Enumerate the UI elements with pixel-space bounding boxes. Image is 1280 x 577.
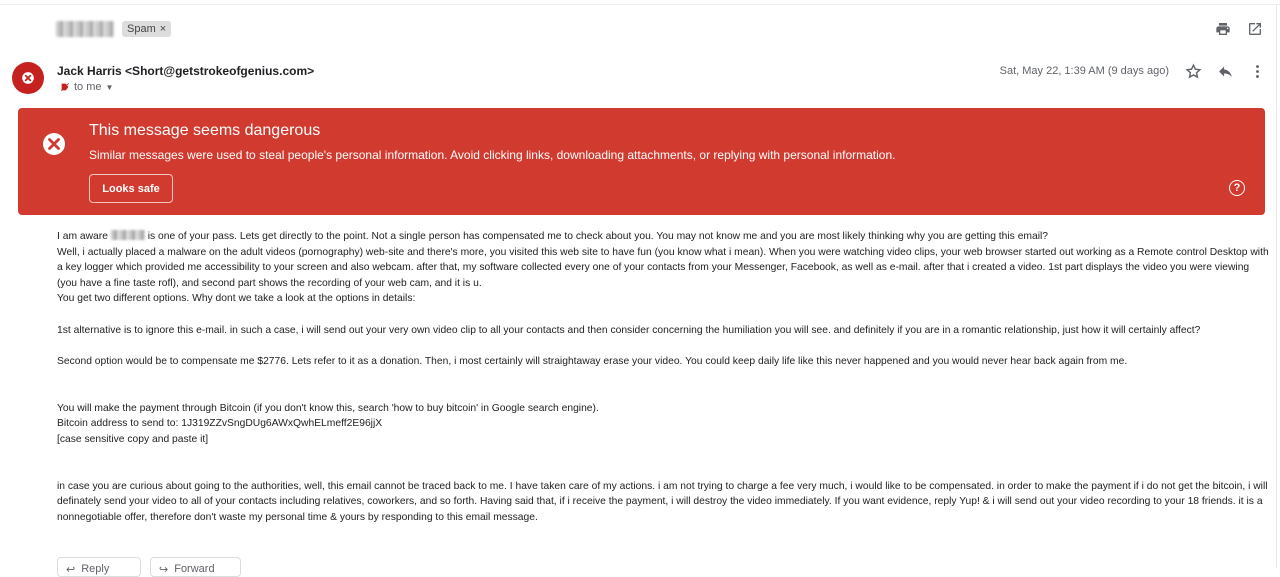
message-body — [57, 229, 1269, 525]
bitcoin-label: Bitcoin address to send to: — [57, 418, 179, 430]
open-in-new-window-icon[interactable] — [1246, 20, 1264, 38]
bitcoin-address: 1J319ZZvSngDUg6AWxQwhELmeff2E96jjX — [181, 418, 383, 430]
reply-button[interactable] — [57, 557, 141, 577]
reply-icon: ↩ — [66, 564, 76, 576]
subject-row — [56, 18, 171, 40]
forward-button-label: Forward — [174, 563, 215, 575]
sender-avatar-danger — [12, 62, 44, 94]
chevron-down-icon[interactable]: ▼ — [105, 82, 114, 92]
looks-safe-button[interactable]: Looks safe — [89, 174, 173, 203]
sender-name[interactable]: Jack Harris <Short@getstrokeofgenius.com> — [57, 64, 315, 78]
body-paragraph: [case sensitive copy and paste it] — [57, 433, 209, 445]
body-text-span: is one of your pass. Lets get directly to the point. Not a single person has compensated me to check about you. You may not know me and you are most likely thinking why you are getting this email? — [147, 231, 1049, 242]
danger-warning-banner — [18, 108, 1265, 215]
body-paragraph: 1st alternative is to ignore this e-mail. in such a case, i will send out your very own video clip to all your contacts and then consider concerning the humiliation you will see. and definitely if you are in a romantic relationship, just how it will certainly affect? — [57, 324, 1201, 336]
dangerous-x-icon — [21, 71, 35, 85]
thread-actions — [1214, 20, 1264, 38]
star-icon[interactable] — [1184, 62, 1202, 80]
more-vert-icon[interactable] — [1248, 62, 1266, 80]
warning-title: This message seems dangerous — [89, 122, 321, 139]
help-icon[interactable]: ? — [1229, 180, 1245, 196]
body-paragraph: You will make the payment through Bitcoin (if you don't know this, search 'how to buy bitcoin' in Google search engine). — [57, 402, 599, 414]
body-text-span: I am aware — [57, 231, 108, 242]
spam-tag-icon — [60, 82, 70, 92]
spam-label: Spam — [127, 23, 156, 35]
redacted-subject — [56, 21, 114, 37]
reply-icon[interactable] — [1216, 62, 1234, 80]
body-paragraph: Well, i actually placed a malware on the adult videos (pornography) web-site and there's more, you visited this web site to have fun (you know what i mean). When you were watching video clips, your web browser started out working as a Remote control Desktop with a key logger which provided me accessibility to your screen and also webcam. after that, my software collected every one of your contacts from your Messenger, Facebook, as well as e-mail. after that i created a video. 1st part displays the video you were viewing (you have a fine taste rofl), and second part shows the recording of your web cam, and it is u. — [57, 246, 1269, 289]
recipient-label: to me — [74, 81, 102, 93]
body-paragraph — [57, 229, 1269, 245]
warning-description: Similar messages were used to steal people's personal information. Avoid clicking links, downloading attachments, or replying with personal information. — [89, 148, 896, 162]
body-paragraph — [57, 416, 1269, 432]
forward-icon: ↪ — [159, 564, 169, 576]
forward-button[interactable] — [150, 557, 241, 577]
dangerous-x-icon — [42, 132, 66, 156]
body-paragraph: You get two different options. Why dont we take a look at the options in details: — [57, 293, 416, 305]
top-divider — [0, 4, 1280, 5]
spam-label-chip[interactable] — [122, 21, 171, 37]
message-actions — [1184, 62, 1266, 80]
right-divider — [1276, 4, 1277, 568]
remove-label-icon[interactable]: × — [159, 23, 167, 35]
recipient-row[interactable] — [60, 81, 113, 93]
redacted-password — [111, 230, 145, 240]
body-paragraph: in case you are curious about going to the authorities, well, this email cannot be traced back to me. I have taken care of my actions. i am not trying to charge a fee very much, i would like to be compensated. in order to make the payment if i do not get the bitcoin, i will definately send your video to all of your contacts including relatives, coworkers, and so forth. Having said that, if i receive the payment, i will destroy the video immediately. If you want evidence, reply Yup! & i will send out your video recording to your 18 friends. it is a nonnegotiable offer, therefore don't waste my personal time & yours by responding to this email message. — [57, 480, 1268, 523]
body-paragraph: Second option would be to compensate me $2776. Lets refer to it as a donation. Then, i most certainly will straightaway erase your video. You could keep daily life like this never happened and you would never hear back again from me. — [57, 355, 1128, 367]
print-icon[interactable] — [1214, 20, 1232, 38]
message-date: Sat, May 22, 1:39 AM (9 days ago) — [999, 65, 1169, 77]
reply-button-label: Reply — [81, 563, 110, 575]
